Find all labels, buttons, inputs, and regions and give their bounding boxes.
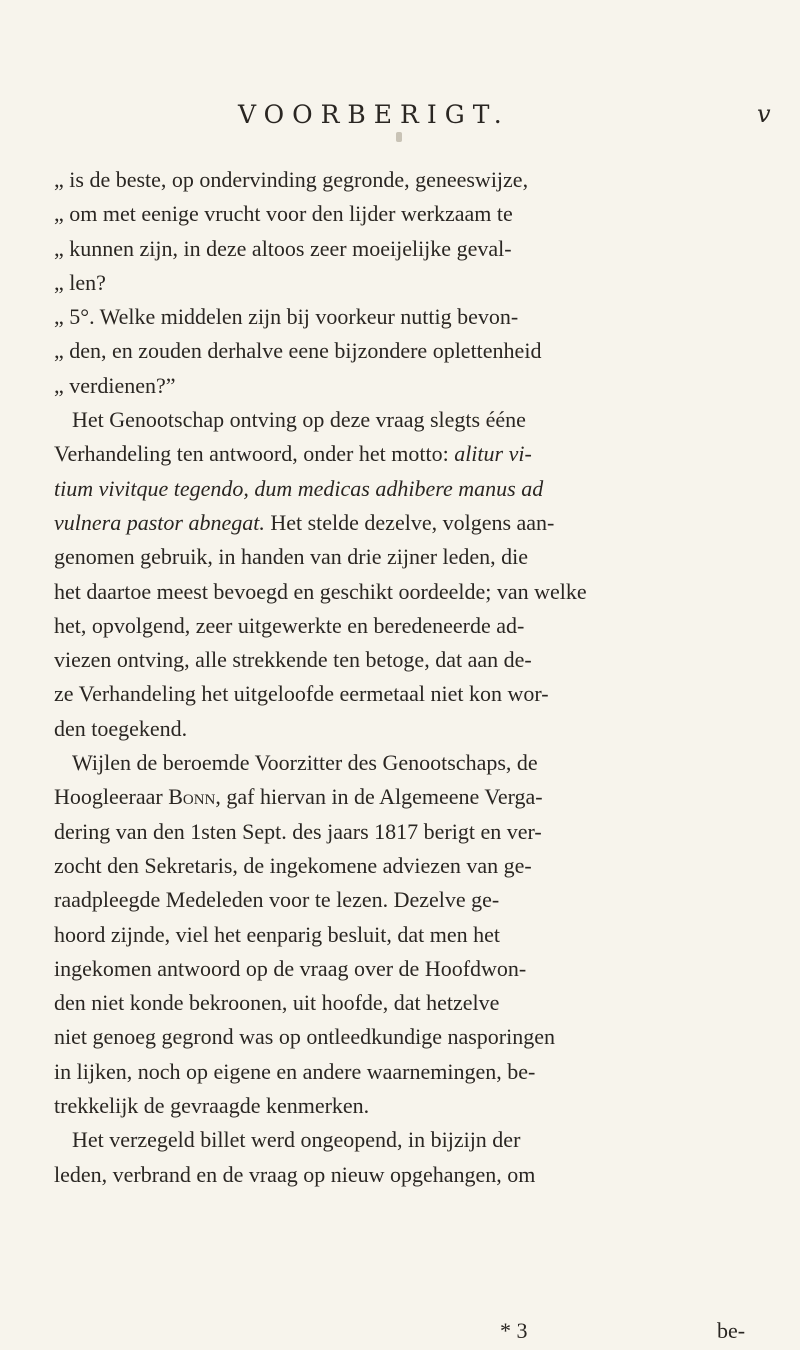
text-segment: Hoogleeraar xyxy=(54,784,163,810)
text-line: het, opvolgend, zeer uitgewerkte en beredeneerde ad- xyxy=(54,612,525,638)
text-line: dering van den 1sten Sept. des jaars 1817 berigt en ver- xyxy=(54,818,542,844)
person-name: Bonn xyxy=(168,784,216,810)
paragraph-start: Wijlen de beroemde Voorzitter des Genootschaps, de xyxy=(72,750,538,776)
text-line: leden, verbrand en de vraag op nieuw opgehangen, om xyxy=(54,1161,536,1187)
page-footer xyxy=(0,1318,800,1348)
text-line: in lijken, noch op eigene en andere waarnemingen, be- xyxy=(54,1058,536,1084)
quoted-line: „ len? xyxy=(54,269,106,295)
text-line: ze Verhandeling het uitgeloofde eermetaal niet kon wor- xyxy=(54,681,549,707)
quoted-line: „ 5°. Welke middelen zijn bij voorkeur nuttig bevon- xyxy=(54,304,519,330)
text-line: viezen ontving, alle strekkende ten betoge, dat aan de- xyxy=(54,647,532,673)
running-title: VOORBERIGT. xyxy=(238,100,510,129)
ink-speck xyxy=(396,132,402,142)
text-line: den toegekend. xyxy=(54,715,188,741)
text-segment: Het stelde dezelve, volgens aan- xyxy=(270,509,555,535)
text-line xyxy=(54,506,784,540)
text-line: trekkelijk de gevraagde kenmerken. xyxy=(54,1093,370,1119)
quoted-line: „ is de beste, op ondervinding gegronde, geneeswijze, xyxy=(54,167,529,192)
text-line: genomen gebruik, in handen van drie zijner leden, die xyxy=(54,544,529,570)
paragraph-start: Het verzegeld billet werd ongeopend, in bijzijn der xyxy=(72,1127,521,1153)
quoted-line: „ om met eenige vrucht voor den lijder werkzaam te xyxy=(54,201,513,227)
catchword: be- xyxy=(717,1318,746,1343)
text-line xyxy=(54,780,784,814)
text-line: hoord zijnde, viel het eenparig besluit, dat men het xyxy=(54,921,500,947)
text-segment: , gaf hiervan in de Algemeene Verga- xyxy=(215,784,543,810)
quoted-line: „ kunnen zijn, in deze altoos zeer moeijelijke geval- xyxy=(54,235,512,261)
page-number: v xyxy=(757,100,771,128)
body-text xyxy=(54,163,784,1192)
motto-text: alitur vi- xyxy=(454,441,532,467)
text-line xyxy=(54,437,784,471)
paragraph-start: Het Genootschap ontving op deze vraag slegts ééne xyxy=(72,407,526,433)
text-line: zocht den Sekretaris, de ingekomene adviezen van ge- xyxy=(54,852,532,878)
motto-line: tium vivitque tegendo, dum medicas adhibere manus ad xyxy=(54,475,544,501)
text-line: ingekomen antwoord op de vraag over de Hoofdwon- xyxy=(54,955,527,981)
text-line: raadpleegde Medeleden voor te lezen. Dezelve ge- xyxy=(54,887,500,913)
text-line: het daartoe meest bevoegd en geschikt oordeelde; van welke xyxy=(54,578,587,604)
quoted-line: „ den, en zouden derhalve eene bijzondere oplettenheid xyxy=(54,338,542,364)
text-line: niet genoeg gegrond was op ontleedkundige nasporingen xyxy=(54,1024,555,1050)
motto-text: vulnera pastor abnegat. xyxy=(54,509,265,535)
running-head xyxy=(0,96,800,136)
quoted-line: „ verdienen?” xyxy=(54,372,176,398)
signature-mark: * 3 xyxy=(500,1318,528,1343)
text-line: den niet konde bekroonen, uit hoofde, dat hetzelve xyxy=(54,990,500,1016)
text-segment: Verhandeling ten antwoord, onder het motto: xyxy=(54,441,449,467)
